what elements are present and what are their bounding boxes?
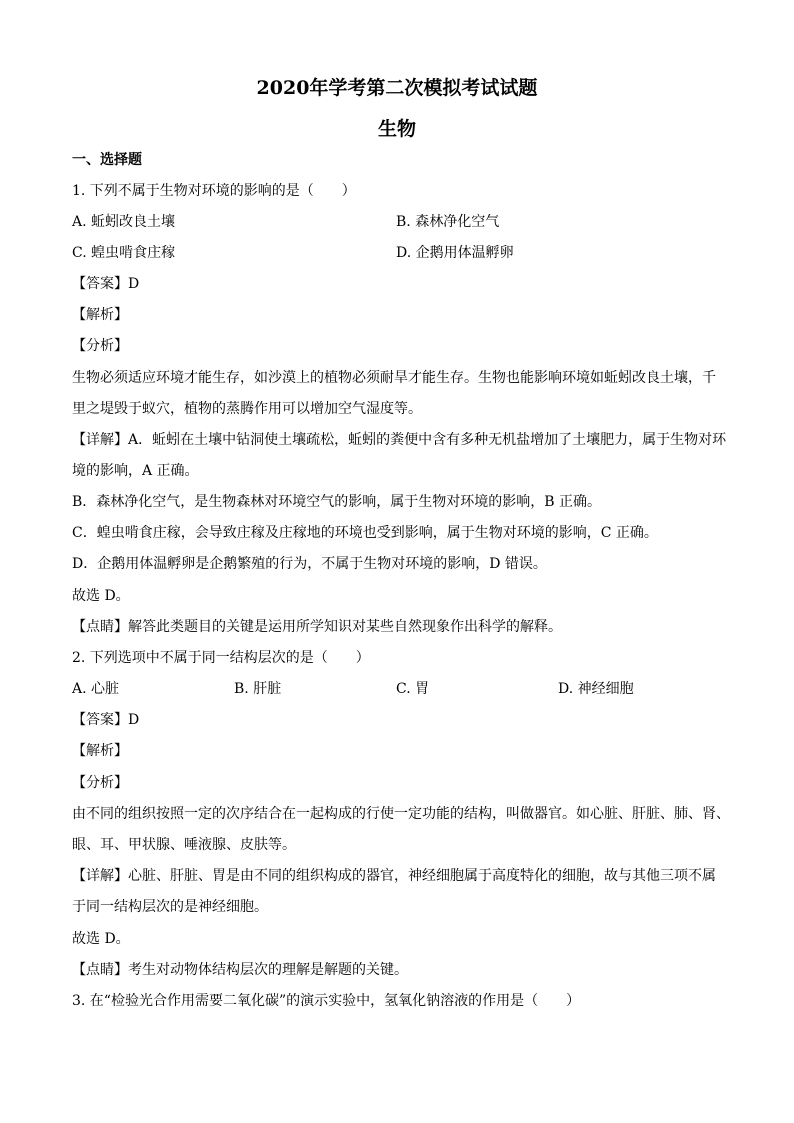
q1-conclusion: 故选 D。: [72, 588, 130, 604]
q2-conclusion: 故选 D。: [72, 931, 130, 947]
q1-detail-line-3: B．森林净化空气，是生物森林对环境空气的影响，属于生物对环境的影响，B 正确。: [72, 494, 602, 510]
q1-option-d: D. 企鹅用体温孵卵: [396, 245, 514, 261]
q1-detail-line-4: C．蝗虫啃食庄稼，会导致庄稼及庄稼地的环境也受到影响，属于生物对环境的影响，C 正确。: [72, 525, 658, 541]
q1-option-c: C. 蝗虫啃食庄稼: [72, 245, 176, 261]
q2-option-c: C. 胃: [396, 681, 430, 697]
subject-title: 生物: [377, 118, 416, 140]
q2-comment: 【点睛】考生对动物体结构层次的理解是解题的关键。: [72, 962, 408, 978]
q2-fenxi-label: 【分析】: [72, 775, 128, 791]
q1-comment: 【点睛】解答此类题目的关键是运用所学知识对某些自然现象作出科学的解释。: [72, 619, 562, 635]
q2-answer: 【答案】D: [72, 712, 140, 728]
q2-fenxi-line-1: 由不同的组织按照一定的次序结合在一起构成的行使一定功能的结构，叫做器官。如心脏、肝脏、肺、肾、: [72, 806, 730, 822]
q2-fenxi-line-2: 眼、耳、甲状腺、唾液腺、皮肤等。: [72, 837, 296, 853]
q1-detail-line-2: 境的影响，A 正确。: [72, 463, 199, 479]
q1-detail-line-5: D．企鹅用体温孵卵是企鹅繁殖的行为，不属于生物对环境的影响，D 错误。: [72, 556, 547, 572]
section-heading: 一、选择题: [72, 152, 142, 168]
q1-option-b: B. 森林净化空气: [396, 214, 500, 230]
q1-fenxi-line-1: 生物必须适应环境才能生存，如沙漠上的植物必须耐旱才能生存。生物也能影响环境如蚯蚓改良土壤，千: [72, 370, 716, 386]
q1-fenxi-label: 【分析】: [72, 338, 128, 354]
q2-detail-line-1: 【详解】心脏、肝脏、胃是由不同的组织构成的器官，神经细胞属于高度特化的细胞，故与其他三项不属: [72, 868, 716, 884]
q2-option-a: A. 心脏: [72, 681, 120, 697]
q1-stem: 1. 下列不属于生物对环境的影响的是（ ）: [72, 183, 356, 199]
q1-analysis-label: 【解析】: [72, 307, 128, 323]
q2-option-b: B. 肝脏: [234, 681, 282, 697]
q2-option-d: D. 神经细胞: [558, 681, 634, 697]
q1-detail-line-1: 【详解】A．蚯蚓在土壤中钻洞使土壤疏松，蚯蚓的粪便中含有多种无机盐增加了土壤肥力，属于生物对环: [72, 432, 727, 448]
q3-stem: 3. 在“检验光合作用需要二氧化碳”的演示实验中，氢氧化钠溶液的作用是（ ）: [72, 993, 581, 1009]
q2-stem: 2. 下列选项中不属于同一结构层次的是（ ）: [72, 650, 370, 666]
q1-fenxi-line-2: 里之堤毁于蚁穴，植物的蒸腾作用可以增加空气湿度等。: [72, 401, 422, 417]
q2-analysis-label: 【解析】: [72, 743, 128, 759]
q1-answer: 【答案】D: [72, 276, 140, 292]
q1-option-a: A. 蚯蚓改良土壤: [72, 214, 176, 230]
q2-detail-line-2: 于同一结构层次的是神经细胞。: [72, 899, 268, 915]
exam-title: 2020年学考第二次模拟考试试题: [256, 77, 538, 99]
